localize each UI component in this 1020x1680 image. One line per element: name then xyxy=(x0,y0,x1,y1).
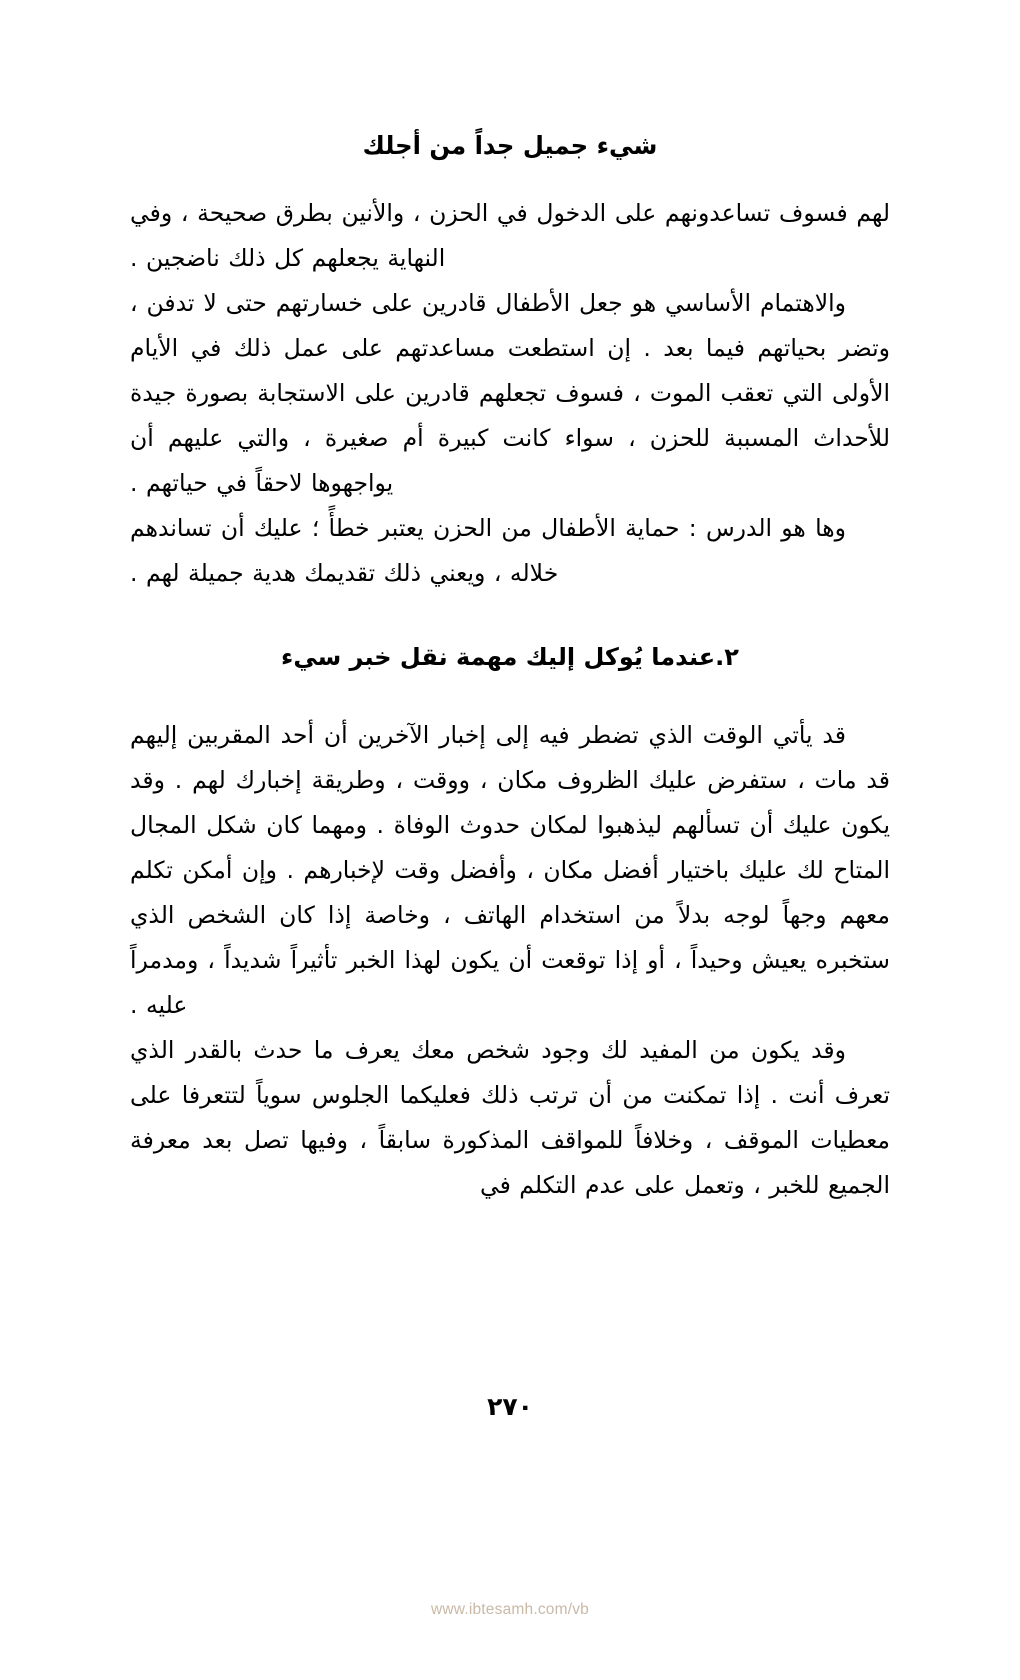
page-content xyxy=(130,130,890,1208)
sub-heading-numbered: ٢.عندما يُوكل إليك مهمة نقل خبر سيء xyxy=(281,643,739,672)
section-title: شيء جميل جداً من أجلك xyxy=(362,131,658,160)
footer-watermark: www.ibtesamh.com/vb xyxy=(431,1601,589,1618)
paragraph-3: وها هو الدرس : حماية الأطفال من الحزن يعتبر خطأً ؛ عليك أن تساندهم خلاله ، ويعني ذلك تقديمك هدية جميلة لهم . xyxy=(130,514,846,588)
page-number: ٢٧٠ xyxy=(487,1392,533,1421)
paragraph-5: وقد يكون من المفيد لك وجود شخص معك يعرف ما حدث بالقدر الذي تعرف أنت . إذا تمكنت من أن ترتب ذلك فعليكما الجلوس سوياً لتتعرفا على معطيات الموقف ، وخلافاً للمواقف المذكورة سابقاً ، وفيها تصل بعد معرفة الجميع للخبر ، وتعمل على عدم التكلم في xyxy=(130,1036,890,1200)
paragraph-2: والاهتمام الأساسي هو جعل الأطفال قادرين على خسارتهم حتى لا تدفن ، وتضر بحياتهم فيما بعد . إن استطعت مساعدتهم على عمل ذلك في الأيام الأولى التي تعقب الموت ، فسوف تجعلهم قادرين على الاستجابة بصورة جيدة للأحداث المسببة للحزن ، سواء كانت كبيرة أم صغيرة ، والتي عليهم أن يواجهوها لاحقاً في حياتهم . xyxy=(130,289,890,498)
paragraph-4: قد يأتي الوقت الذي تضطر فيه إلى إخبار الآخرين أن أحد المقربين إليهم قد مات ، ستفرض عليك الظروف مكان ، ووقت ، وطريقة إخبارك لهم . وقد يكون عليك أن تسألهم ليذهبوا لمكان حدوث الوفاة . ومهما كان شكل المجال المتاح لك عليك باختيار أفضل مكان ، وأفضل وقت لإخبارهم . وإن أمكن تكلم معهم وجهاً لوجه بدلاً من استخدام الهاتف ، وخاصة إذا كان الشخص الذي ستخبره يعيش وحيداً ، أو إذا توقعت أن يكون لهذا الخبر تأثيراً شديداً ، ومدمراً عليه . xyxy=(130,721,890,1020)
paragraph-1: لهم فسوف تساعدونهم على الدخول في الحزن ، والأنين بطرق صحيحة ، وفي النهاية يجعلهم كل ذلك ناضجين . xyxy=(130,199,890,273)
